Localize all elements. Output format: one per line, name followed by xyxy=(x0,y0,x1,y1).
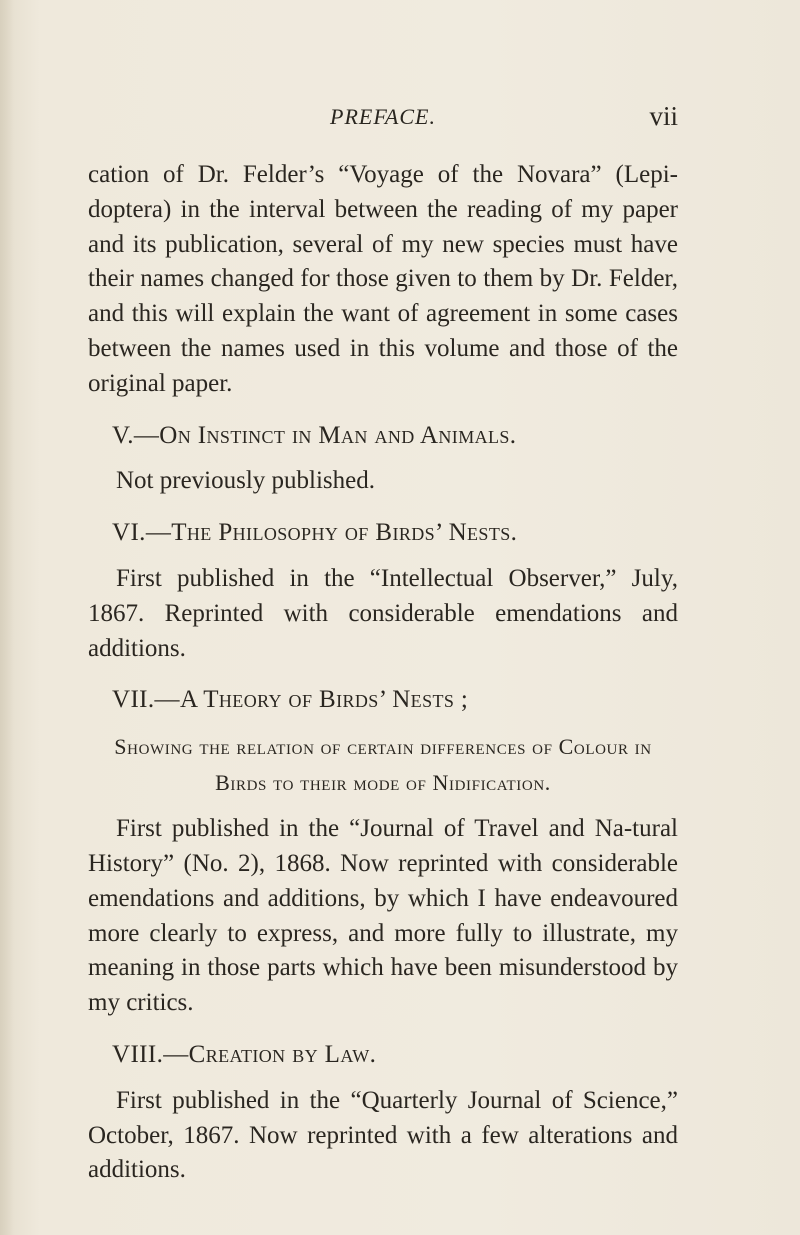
paragraph-vi: First published in the “Intellectual Observer,” July, 1867. Reprinted with considerable emendations and additions. xyxy=(88,564,678,662)
paragraph-v: Not previously published. xyxy=(116,467,376,495)
page-edge-shadow xyxy=(0,0,14,1235)
paragraph-vii: First published in the “Journal of Travel and Na-tural History” (No. 2), 1868. Now reprinted with considerable emendations and additions, by which I have endeavoured more clearly to express, and more fully to illustrate, my meaning in those parts which have been misunderstood by my critics. xyxy=(88,815,678,1017)
page-body xyxy=(88,158,678,1188)
paragraph-continuation: cation of Dr. Felder’s “Voyage of the Novara” (Lepi-doptera) in the interval between the reading of my paper and its publication, several of my new species must have their names changed for those given to them by Dr. Felder, and this will explain the want of agreement in some cases between the names used in this volume and those of the original paper. xyxy=(88,161,678,397)
section-subheading-vii: Showing the relation of certain differences of Colour in Birds to their mode of Nidification. xyxy=(114,734,652,796)
section-heading-viii: VIII.—Creation by Law. xyxy=(112,1040,377,1068)
running-header xyxy=(88,101,678,136)
section-heading-v: V.—On Instinct in Man and Animals. xyxy=(112,421,517,449)
header-title: PREFACE. xyxy=(330,104,436,129)
paragraph-viii: First published in the “Quarterly Journal of Science,” October, 1867. Now reprinted with a few alterations and additions. xyxy=(88,1086,678,1184)
section-heading-vii: VII.—A Theory of Birds’ Nests ; xyxy=(112,686,469,714)
section-heading-vi: VI.—The Philosophy of Birds’ Nests. xyxy=(112,519,518,547)
page-number: vii xyxy=(649,101,678,131)
